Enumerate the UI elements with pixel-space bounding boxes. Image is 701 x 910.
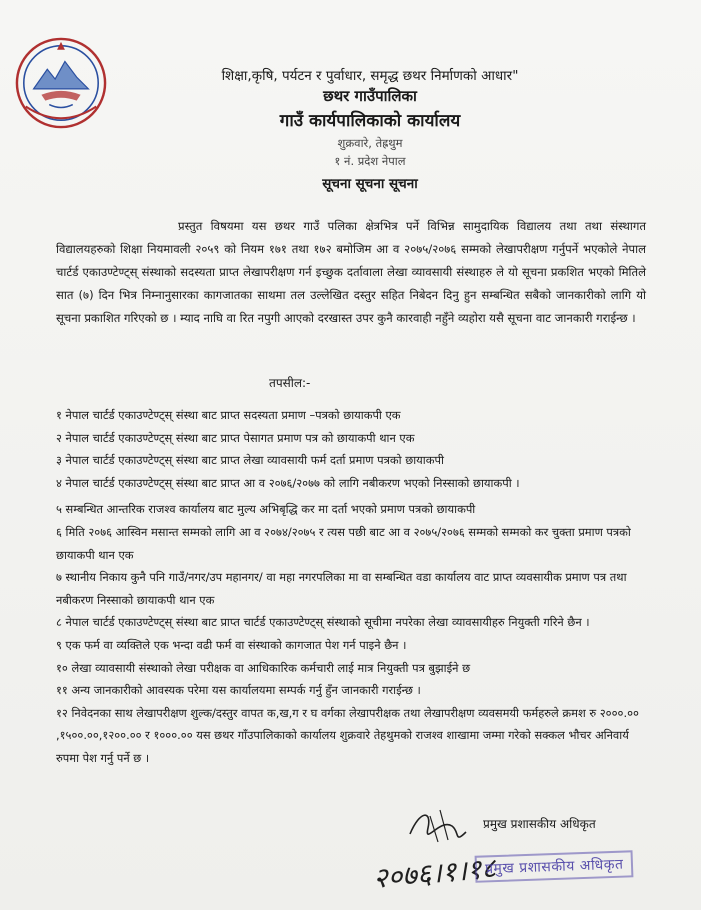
nepal-government-emblem-icon (12, 36, 110, 130)
signatory-title: प्रमुख प्रशासकीय अधिकृत (483, 817, 596, 831)
list-item: ७ स्थानीय निकाय कुनै पनि गाउँ/नगर/उप महानगर/ वा महा नगरपलिका मा वा सम्बन्धित वडा कार्यालय वाट प्राप्त व्यवसायीक प्रमाण पत्र तथा नबीकरण निस्साको छायाकपी थान एक (56, 570, 627, 607)
handwritten-date: २०७६।१।१८ (371, 851, 498, 895)
list-item: ६ मिति २०७६ आस्विन मसान्त सम्मको लागि आ व २०७४/२०७५ र त्यस पछी बाट आ व २०७५/२०७६ सम्मको सम्मको कर चुक्ता प्रमाण पत्रको छायाकपी थान एक (56, 524, 631, 562)
list-item: १० लेखा व्यावसायी संस्थाको लेखा परीक्षक वा आधिकारिक कर्मचारी लाई मात्र नियुक्ती पत्र बुझाईने छ (56, 660, 471, 675)
office-title: गाउँ कार्यपालिकाको कार्यालय (279, 111, 461, 131)
list-item: ३ नेपाल चार्टर्ड एकाउण्टेण्ट्स् संस्था बाट प्राप्त लेखा व्यावसायी फर्म दर्ता प्रमाण पत्रको छायाकपी (56, 453, 444, 468)
notice-title: सूचना सूचना सूचना (322, 176, 418, 192)
notice-paragraph: प्रस्तुत विषयमा यस छथर गाउँ पलिका क्षेत्रभित्र पर्ने विभिन्न सामुदायिक विद्यालय तथा तथा संस्थागत विद्यालयहरुको शिक्षा नियमावली २०५९ को नियम १७१ तथा १७२ बमोजिम आ व २०७५/२०७६ सम्मको लेखापरीक्षण गर्नुपर्ने भएकोले नेपाल चार्टर्ड एकाउण्टेण्ट्स् संस्थाको सदस्यता प्राप्त लेखापरीक्षण गर्न इच्छुक दर्तावाला लेखा व्यावसायी संस्थाहरु ले यो सूचना प्रकशित भएको मितिले सात (७) दिन भित्र निम्नानुसारका कागजातका साथमा तल उल्लेखित दस्तुर सहित निबेदन दिनु हुन सम्बन्धित सबैको जानकारीको लागि यो सूचना प्रकाशित गरिएको छ । म्याद नाघि वा रित नपुगी आएको दरखास्त उपर कुनै कारवाही नहुँने व्यहोरा यसै सूचना वाट जानकारी गराईन्छ । (56, 218, 646, 326)
list-item: ५ सम्बन्धित आन्तरिक राजश्व कार्यालय बाट मुल्य अभिबृद्धि कर मा दर्ता भएको प्रमाण पत्रको छायाकपी (56, 502, 476, 517)
list-item: ११ अन्य जानकारीको आवस्यक परेमा यस कार्यालयमा सम्पर्क गर्नु हुँन जानकारी गराईन्छ । (56, 683, 421, 698)
list-item: १२ निवेदनका साथ लेखापरीक्षण शुल्क/दस्तुर वापत क,ख,ग र घ वर्गका लेखापरीक्षक तथा लेखापरीक्षण व्यवसमयी फर्महरुले क्रमश रु २०००.०० ,१५००.००,१२००.०० र १०००.०० यस छथर गाँउपालिकाको कार्यालय शुक्रवारे तेहथुमको राजश्व शाखामा जम्मा गरेको सक्कल भौचर अनिवार्य रुपमा पेश गर्नु पर्ने छ । (56, 705, 639, 765)
details-heading: तपसील:- (269, 376, 311, 390)
requirements-list (56, 404, 646, 770)
list-item: ८ नेपाल चार्टर्ड एकाउण्टेण्ट्स् संस्था बाट प्राप्त चार्टर्ड एकाउण्टेण्ट्स् संस्थाको सूचीमा नपरेका लेखा व्यावसायीहरु नियुक्ती गरिने छैन । (56, 615, 590, 630)
list-item: २ नेपाल चार्टर्ड एकाउण्टेण्ट्स् संस्था बाट प्राप्त पेसागत प्रमाण पत्र को छायाकपी थान एक (56, 430, 415, 445)
list-item: १ नेपाल चार्टर्ड एकाउण्टेण्ट्स् संस्था बाट प्राप्त सदस्यता प्रमाण –पत्रको छायाकपी एक (56, 408, 401, 422)
office-address: शुक्रवारे, तेह्रथुम (337, 136, 403, 150)
list-item: ९ एक फर्म वा व्यक्तिले एक भन्दा वढी फर्म वा संस्थाको कागजात पेश गर्न पाइने छैन । (56, 637, 407, 652)
list-item: ४ नेपाल चार्टर्ड एकाउण्टेण्ट्स् संस्था बाट प्राप्त आ व २०७६/२०७७ को लागि नबीकरण भएको निस्साको छायाकपी । (56, 475, 520, 490)
office-stamp: प्रमुख प्रशासकीय अधिकृत (475, 850, 634, 883)
province-label: १ नं. प्रदेश नेपाल (334, 154, 406, 168)
municipality-name: छथर गाउँपालिका (323, 87, 417, 105)
header-motto: शिक्षा,कृषि, पर्यटन र पुर्वाधार, समृद्ध छथर निर्माणको आधार" (221, 68, 519, 84)
